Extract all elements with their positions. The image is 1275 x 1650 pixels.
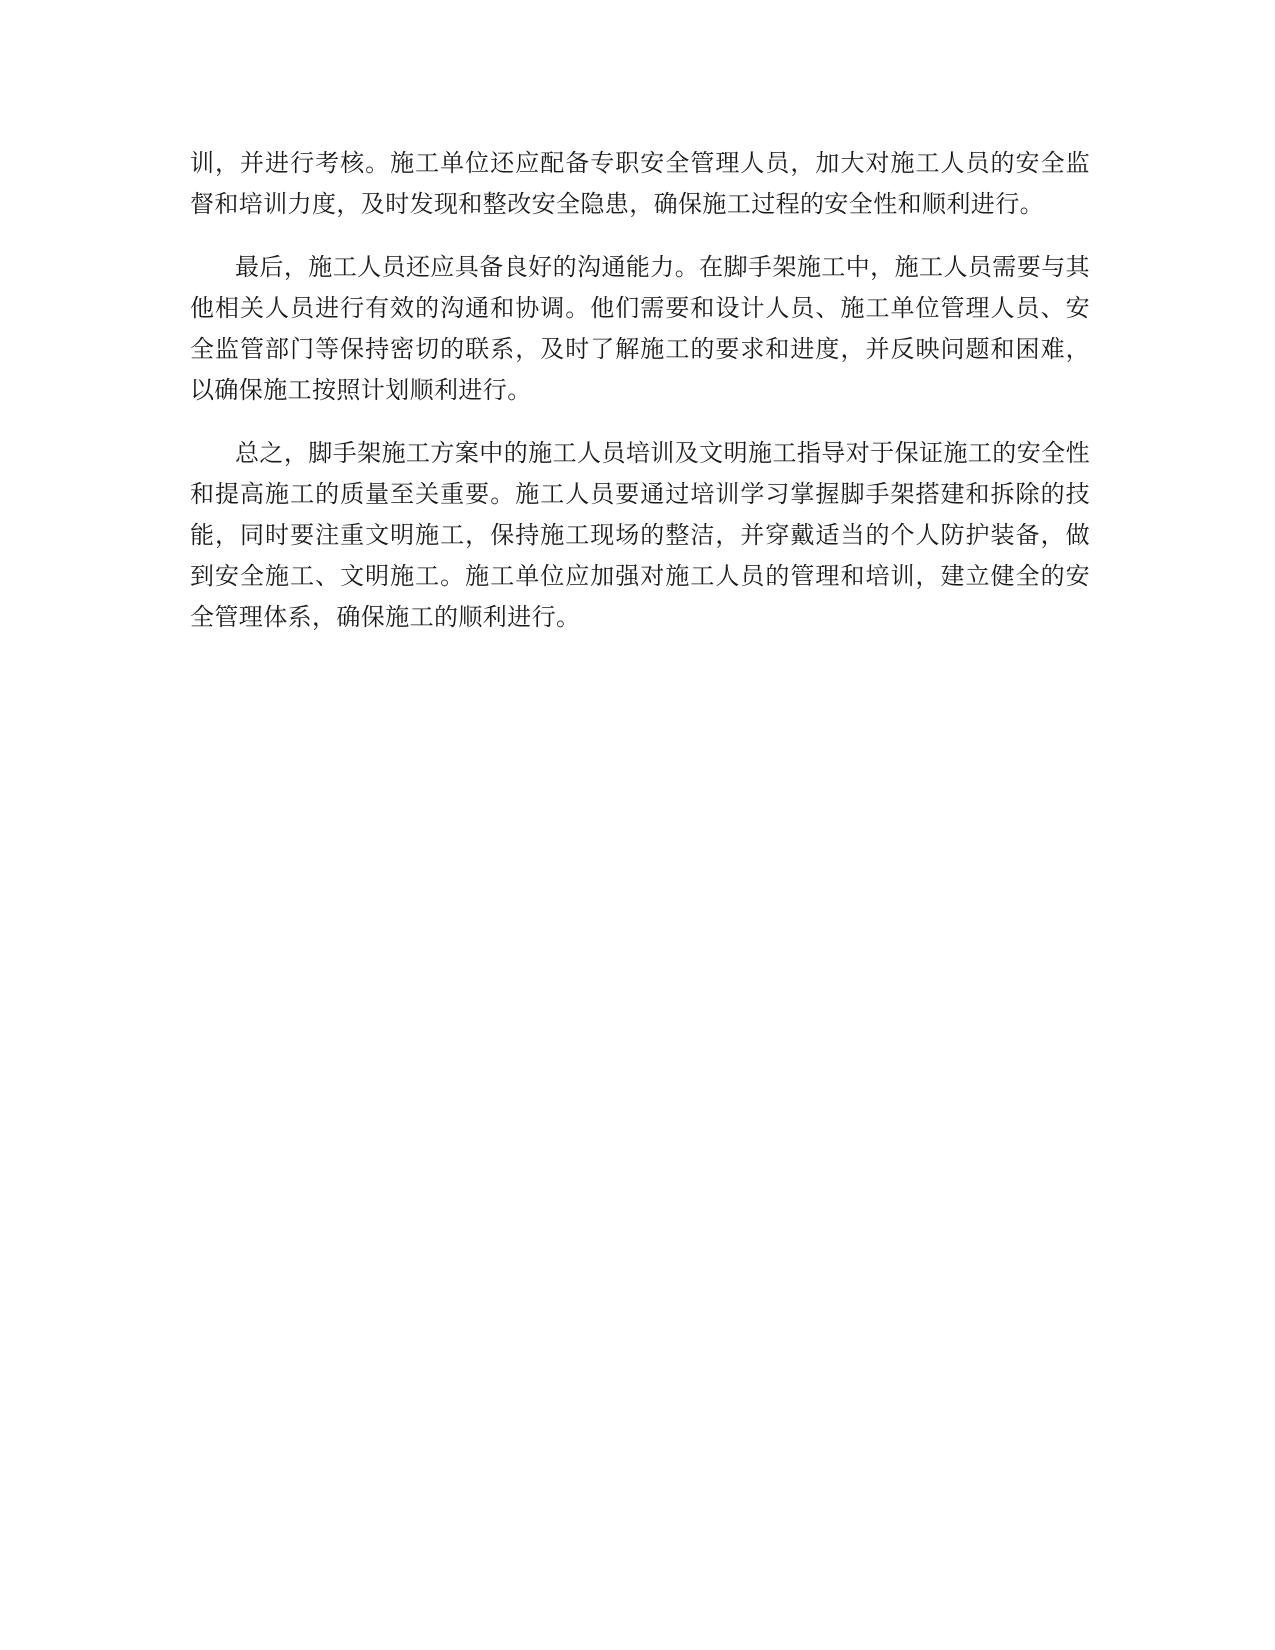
paragraph-summary: 总之，脚手架施工方案中的施工人员培训及文明施工指导对于保证施工的安全性和提高施工的质量至关重要。施工人员要通过培训学习掌握脚手架搭建和拆除的技能，同时要注重文明施工，保持施工现场的整洁，并穿戴适当的个人防护装备，做到安全施工、文明施工。施工单位应加强对施工人员的管理和培训，建立健全的安全管理体系，确保施工的顺利进行。 xyxy=(190,439,1090,631)
document-body xyxy=(190,143,1090,660)
paragraph-continuation: 训，并进行考核。施工单位还应配备专职安全管理人员，加大对施工人员的安全监督和培训力度，及时发现和整改安全隐患，确保施工过程的安全性和顺利进行。 xyxy=(190,149,1090,218)
paragraph-communication: 最后，施工人员还应具备良好的沟通能力。在脚手架施工中，施工人员需要与其他相关人员进行有效的沟通和协调。他们需要和设计人员、施工单位管理人员、安全监管部门等保持密切的联系，及时了解施工的要求和进度，并反映问题和困难，以确保施工按照计划顺利进行。 xyxy=(190,253,1090,404)
